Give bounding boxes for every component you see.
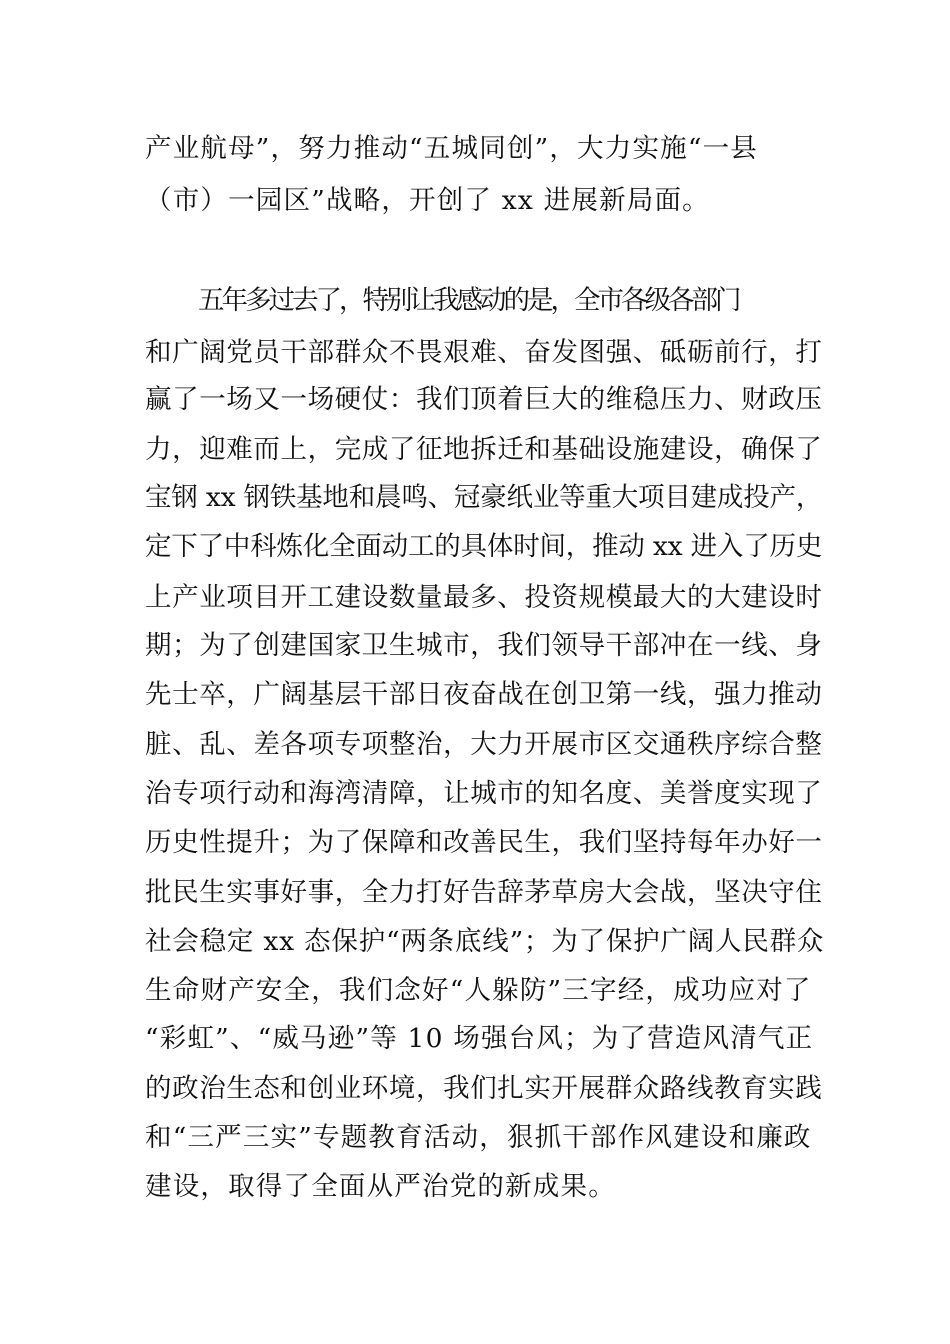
- paragraph-2-line-13: 批民生实事好事，全力打好告辞茅草房大会战，坚决守住: [145, 877, 823, 908]
- paragraph-2-line-4: 力，迎难而上，完成了征地拆迁和基础设施建设，确保了: [145, 434, 823, 465]
- paragraph-2-line-18: 和“三严三实”专题教育活动，狠抓干部作风建设和廉政: [145, 1122, 812, 1153]
- paragraph-2-line-1: 五年多过去了，特别让我感动的是，全市各级各部门: [198, 285, 739, 316]
- paragraph-1-line-2: （市）一园区”战略，开创了 xx 进展新局面。: [145, 185, 710, 216]
- paragraph-2-line-6: 定下了中科炼化全面动工的具体时间，推动 xx 进入了历史: [145, 531, 823, 562]
- paragraph-2-line-16: “彩虹”、“威马逊”等 10 场强台风；为了营造风清气正: [145, 1023, 814, 1054]
- paragraph-2-line-17: 的政治生态和创业环境，我们扎实开展群众路线教育实践: [145, 1073, 823, 1104]
- paragraph-2-line-11: 治专项行动和海湾清障，让城市的知名度、美誉度实现了: [145, 778, 823, 809]
- paragraph-2-line-7: 上产业项目开工建设数量最多、投资规模最大的大建设时: [145, 582, 823, 613]
- paragraph-2-line-8: 期；为了创建国家卫生城市，我们领导干部冲在一线、身: [145, 630, 823, 661]
- paragraph-1-line-1: 产业航母”，努力推动“五城同创”，大力实施“一县: [145, 133, 758, 164]
- paragraph-2-line-10: 脏、乱、差各项专项整治，大力开展市区交通秩序综合整: [145, 729, 823, 760]
- paragraph-2-line-14: 社会稳定 xx 态保护“两条底线”；为了保护广阔人民群众: [145, 926, 825, 957]
- paragraph-2-line-12: 历史性提升；为了保障和改善民生，我们坚持每年办好一: [145, 827, 823, 858]
- paragraph-2-line-19: 建设，取得了全面从严治党的新成果。: [145, 1171, 616, 1202]
- paragraph-2-line-15: 生命财产安全，我们念好“人躲防”三字经，成功应对了: [145, 975, 812, 1006]
- paragraph-2-line-5: 宝钢 xx 钢铁基地和晨鸣、冠豪纸业等重大项目建成投产，: [145, 482, 823, 513]
- paragraph-2-line-3: 赢了一场又一场硬仗：我们顶着巨大的维稳压力、财政压: [145, 384, 823, 415]
- paragraph-2-line-9: 先士卒，广阔基层干部日夜奋战在创卫第一线，强力推动: [145, 679, 823, 710]
- paragraph-2-line-2: 和广阔党员干部群众不畏艰难、奋发图强、砥砺前行，打: [145, 337, 823, 368]
